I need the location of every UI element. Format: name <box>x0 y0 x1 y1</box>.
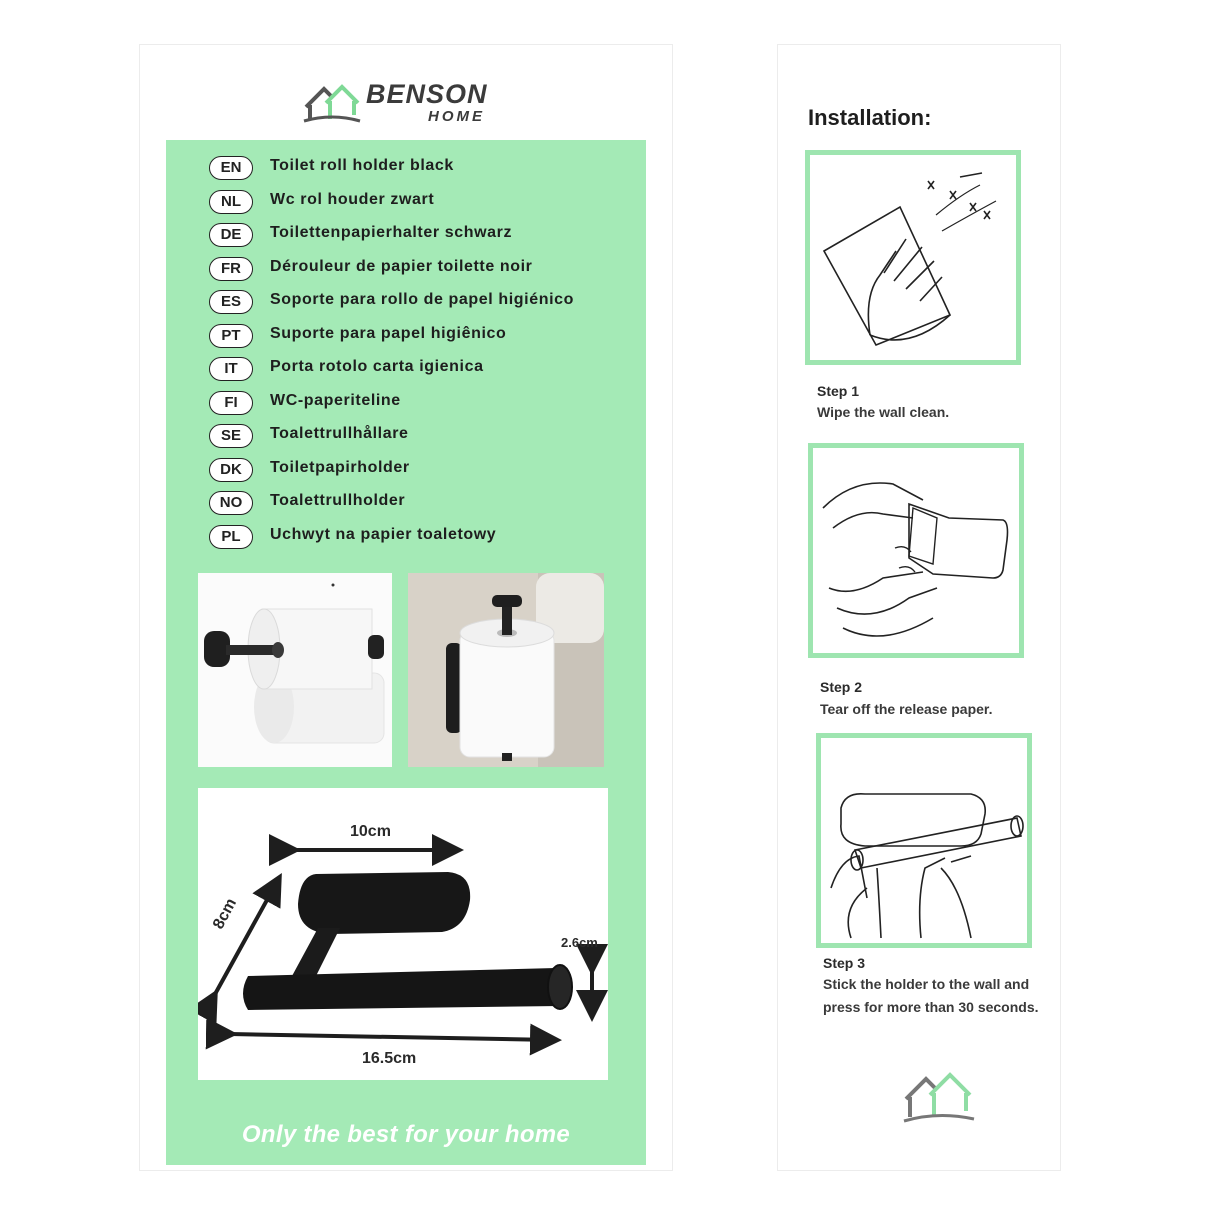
lang-code-badge: FI <box>209 391 253 415</box>
lang-row-pl <box>184 524 644 552</box>
product-photo-vertical <box>408 573 604 767</box>
lang-text: Dérouleur de papier toilette noir <box>270 257 533 275</box>
lang-row-es <box>184 289 644 317</box>
wipe-wall-icon <box>810 155 1016 360</box>
lang-row-nl <box>184 189 644 217</box>
brand-name <box>366 79 488 125</box>
step3-label: Step 3 <box>823 955 866 971</box>
lang-code-badge: IT <box>209 357 253 381</box>
step1-label: Step 1 <box>817 383 860 399</box>
lang-row-fi <box>184 390 644 418</box>
dimension-length-label: 16.5cm <box>362 1050 417 1067</box>
lang-row-dk <box>184 457 644 485</box>
lang-row-en <box>184 155 644 183</box>
lang-row-fr <box>184 256 644 284</box>
step2-text: Tear off the release paper. <box>820 701 993 717</box>
step3-illustration <box>816 733 1032 948</box>
step3-text: Stick the holder to the wall and press for more than 30 seconds. <box>823 976 1039 1015</box>
benson-home-logo <box>302 77 522 137</box>
lang-row-de <box>184 222 644 250</box>
lang-text: Toilet roll holder black <box>270 157 454 174</box>
lang-code-badge: DK <box>209 458 253 482</box>
lang-row-no <box>184 490 644 518</box>
lang-text: Soporte para rollo de papel higiénico <box>270 291 575 308</box>
stick-holder-icon <box>821 738 1027 943</box>
product-photo-horizontal <box>198 573 392 767</box>
lang-code-badge: DE <box>209 223 253 247</box>
lang-code-badge: EN <box>209 156 253 180</box>
lang-code-badge: SE <box>209 424 253 448</box>
lang-code-badge: NO <box>209 491 253 515</box>
installation-title: Installation: <box>808 105 932 130</box>
step1-illustration <box>805 150 1021 365</box>
dimension-width-label: 10cm <box>350 823 391 840</box>
lang-text: Toiletpapirholder <box>270 458 410 476</box>
brand-subtitle: HOME <box>428 108 485 125</box>
slogan: Only the best for your home <box>241 1121 571 1148</box>
lang-text: Toalettrullhållare <box>270 425 409 442</box>
step2-illustration <box>808 443 1024 658</box>
lang-text: Toalettrullholder <box>270 492 406 509</box>
lang-code-badge: FR <box>209 257 253 281</box>
lang-text: Wc rol houder zwart <box>270 190 435 208</box>
dimensions-diagram <box>198 788 608 1080</box>
brand-title: BENSON <box>366 79 488 109</box>
lang-code-badge: ES <box>209 290 253 314</box>
dimension-depth-label: 8cm <box>210 895 241 932</box>
release-paper-icon <box>813 448 1019 653</box>
lang-text: Uchwyt na papier toaletowy <box>270 525 497 543</box>
lang-text: WC-paperiteline <box>270 391 401 409</box>
dimension-height-label: 2.6cm <box>561 935 598 950</box>
lang-row-pt <box>184 323 644 351</box>
product-box-front <box>140 45 672 1170</box>
toilet-roll-holder-horizontal-illustration <box>198 573 392 767</box>
lang-text: Toilettenpapierhalter schwarz <box>270 224 513 241</box>
lang-code-badge: NL <box>209 190 253 214</box>
house-logo-icon <box>302 77 362 125</box>
lang-text: Suporte para papel higiênico <box>270 324 507 342</box>
holder-dimension-drawing <box>198 788 608 1080</box>
lang-text: Porta rotolo carta igienica <box>270 358 484 375</box>
lang-code-badge: PT <box>209 324 253 348</box>
lang-code-badge: PL <box>209 525 253 549</box>
product-box-side <box>778 45 1060 1170</box>
footer-house-logo <box>902 1063 976 1132</box>
step2-label: Step 2 <box>820 679 863 695</box>
lang-row-se <box>184 423 644 451</box>
lang-row-it <box>184 356 644 384</box>
toilet-roll-holder-vertical-illustration <box>408 573 604 767</box>
house-logo-icon <box>902 1063 976 1127</box>
step1-text: Wipe the wall clean. <box>817 404 950 420</box>
